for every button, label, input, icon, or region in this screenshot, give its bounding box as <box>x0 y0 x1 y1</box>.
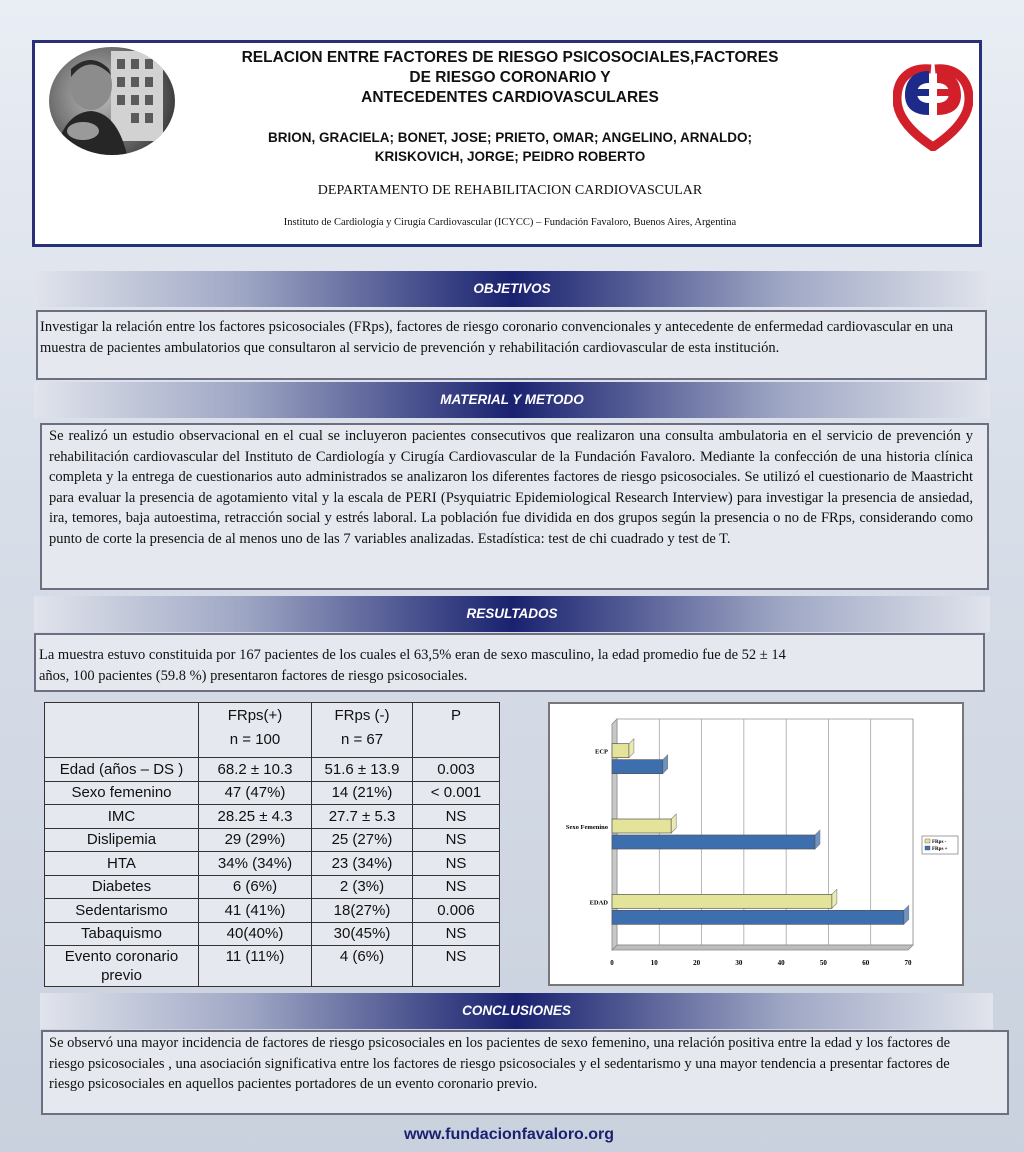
authors-line: BRION, GRACIELA; BONET, JOSE; PRIETO, OMAR; ANGELINO, ARNALDO; <box>267 130 752 145</box>
table-cell: 68.2 ± 10.3 <box>199 758 312 782</box>
y-category-label: Sexo Femenino <box>565 824 608 831</box>
conclusiones-text: Se observó una mayor incidencia de factores de riesgo psicosociales en los pacientes de sexo femenino, una relación positiva entre la edad y los factores de riesgo psicosociales , una asociación significativa entre los factores de riesgo psicosociales y el sedentarismo y una mayor tendencia a presentar factores de riesgo psicosociales en aquellos pacientes portadores de un evento coronario previo. <box>41 1030 1009 1115</box>
x-tick-label: 50 <box>819 959 827 967</box>
table-cell: 28.25 ± 4.3 <box>199 805 312 829</box>
table-cell: NS <box>413 946 500 987</box>
resultados-line: La muestra estuvo constituida por 167 pacientes de los cuales el 63,5% eran de sexo masculino, la edad promedio fue de 52 ± 14 <box>39 647 786 663</box>
legend-swatch <box>925 846 930 850</box>
table-row <box>45 946 500 987</box>
table-cell: < 0.001 <box>413 781 500 805</box>
table-cell: Evento coronario previo <box>45 946 199 987</box>
table-cell: Diabetes <box>45 875 199 899</box>
table-cell: 0.006 <box>413 899 500 923</box>
title-line: DE RIESGO CORONARIO Y <box>409 69 611 86</box>
section-heading-metodo: MATERIAL Y METODO <box>34 382 990 418</box>
chart-bar <box>612 819 671 833</box>
table-cell: NS <box>413 875 500 899</box>
chart-bar <box>612 894 832 908</box>
portrait-illustration <box>49 47 175 155</box>
table-cell: Sedentarismo <box>45 899 199 923</box>
table-cell: NS <box>413 805 500 829</box>
chart-bar <box>612 760 663 774</box>
table-cell: 41 (41%) <box>199 899 312 923</box>
resultados-line: años, 100 pacientes (59.8 %) presentaron factores de riesgo psicosociales. <box>39 667 468 684</box>
table-cell: 47 (47%) <box>199 781 312 805</box>
header-line: FRps(+) <box>227 707 283 724</box>
section-heading-resultados: RESULTADOS <box>34 596 990 632</box>
header-line: n = 100 <box>229 731 281 748</box>
table-cell: HTA <box>45 852 199 876</box>
y-category-label: EDAD <box>589 899 608 907</box>
table-row <box>45 805 500 829</box>
x-tick-label: 10 <box>650 959 658 967</box>
department: DEPARTAMENTO DE REHABILITACION CARDIOVASCULAR <box>317 183 703 198</box>
table-cell: Sexo femenino <box>45 781 199 805</box>
results-table <box>44 702 500 987</box>
chart-bar <box>612 910 904 924</box>
table-row <box>45 781 500 805</box>
table-cell: NS <box>413 852 500 876</box>
table-cell: 29 (29%) <box>199 828 312 852</box>
table-cell: 30(45%) <box>312 922 413 946</box>
table-header-cell <box>45 703 199 758</box>
favaloro-logo-icon <box>893 61 973 151</box>
table-cell: Dislipemia <box>45 828 199 852</box>
table-header-row <box>45 703 500 758</box>
legend-label: FRps - <box>932 840 947 845</box>
table-cell: 23 (34%) <box>312 852 413 876</box>
table-cell: 27.7 ± 5.3 <box>312 805 413 829</box>
header-line: FRps (-) <box>334 707 390 724</box>
table-cell: 14 (21%) <box>312 781 413 805</box>
header-line: n = 67 <box>340 731 384 748</box>
chart-bar <box>612 744 629 758</box>
legend-label: FRps + <box>932 847 948 852</box>
chart-bar <box>612 835 815 849</box>
poster-header <box>32 40 982 247</box>
x-tick-label: 40 <box>777 959 785 967</box>
table-cell: 34% (34%) <box>199 852 312 876</box>
y-category-label: ECP <box>595 748 608 756</box>
x-tick-label: 30 <box>735 959 743 967</box>
x-tick-label: 0 <box>610 959 614 967</box>
section-heading-conclusiones: CONCLUSIONES <box>40 993 993 1029</box>
table-row <box>45 852 500 876</box>
table-cell: 40(40%) <box>199 922 312 946</box>
table-cell: 6 (6%) <box>199 875 312 899</box>
institution: Instituto de Cardiología y Cirugía Cardiovascular (ICYCC) – Fundación Favaloro, Buenos Aires, Argentina <box>283 217 737 228</box>
table-header-cell <box>312 703 413 758</box>
table-row <box>45 922 500 946</box>
table-cell: Tabaquismo <box>45 922 199 946</box>
x-tick-label: 70 <box>904 959 912 967</box>
authors-line: KRISKOVICH, JORGE; PEIDRO ROBERTO <box>374 149 646 164</box>
table-cell: IMC <box>45 805 199 829</box>
chart-floor <box>612 945 913 950</box>
resultados-text <box>34 633 985 692</box>
table-cell: 18(27%) <box>312 899 413 923</box>
header-line: P <box>450 707 461 724</box>
x-tick-label: 60 <box>862 959 870 967</box>
table-cell: 11 (11%) <box>199 946 312 987</box>
metodo-text: Se realizó un estudio observacional en el cual se incluyeron pacientes consecutivos que realizaron una consulta ambulatoria en el servicio de prevención y rehabilitación cardiovascular del Instituto de Cardiología y Cirugía Cardiovascular de la Fundación Favaloro. Mediante la confección de una historia clínica completa y la entrega de cuestionarios auto administrados se analizaron los diferentes factores de riesgo psicosociales. Se utilizó el cuestionario de Maastricht para evaluar la presencia de agotamiento vital y la escala de PERI (Psyquiatric Epidemiological Research Interview) para investigar la presencia de ansiedad, ira, temores, baja autoestima, retracción social y estrés laboral. La población fue dividida en dos grupos según la presencia o no de FRps, considerando como punto de corte la presencia de al menos uno de las 7 variables analizadas. Estadística: test de chi cuadrado y test de T. <box>40 423 989 590</box>
table-cell: NS <box>413 828 500 852</box>
title-line: ANTECEDENTES CARDIOVASCULARES <box>361 89 659 106</box>
table-cell: Edad (años – DS ) <box>45 758 199 782</box>
table-header-cell <box>199 703 312 758</box>
poster-title <box>175 48 845 108</box>
bar-chart <box>550 704 962 984</box>
section-heading-objetivos: OBJETIVOS <box>34 271 990 307</box>
table-cell: 51.6 ± 13.9 <box>312 758 413 782</box>
table-header-cell <box>413 703 500 758</box>
footer-url: www.fundacionfavaloro.org <box>403 1126 615 1143</box>
table-cell: NS <box>413 922 500 946</box>
table-row <box>45 875 500 899</box>
title-line: RELACION ENTRE FACTORES DE RIESGO PSICOSOCIALES,FACTORES <box>241 49 779 66</box>
table-cell: 25 (27%) <box>312 828 413 852</box>
x-tick-label: 20 <box>693 959 701 967</box>
table-row <box>45 899 500 923</box>
table-cell: 0.003 <box>413 758 500 782</box>
results-chart <box>548 702 964 986</box>
table-row <box>45 758 500 782</box>
legend-swatch <box>925 839 930 843</box>
portrait-photo <box>49 47 175 155</box>
table-cell: 2 (3%) <box>312 875 413 899</box>
table-row <box>45 828 500 852</box>
table-cell: 4 (6%) <box>312 946 413 987</box>
authors <box>175 128 845 166</box>
objetivos-text: Investigar la relación entre los factores psicosociales (FRps), factores de riesgo coronario convencionales y antecedente de enfermedad cardiovascular en una muestra de pacientes ambulatorios que consultaron al servicio de prevención y rehabilitación cardiovascular de esta institución. <box>36 310 987 380</box>
